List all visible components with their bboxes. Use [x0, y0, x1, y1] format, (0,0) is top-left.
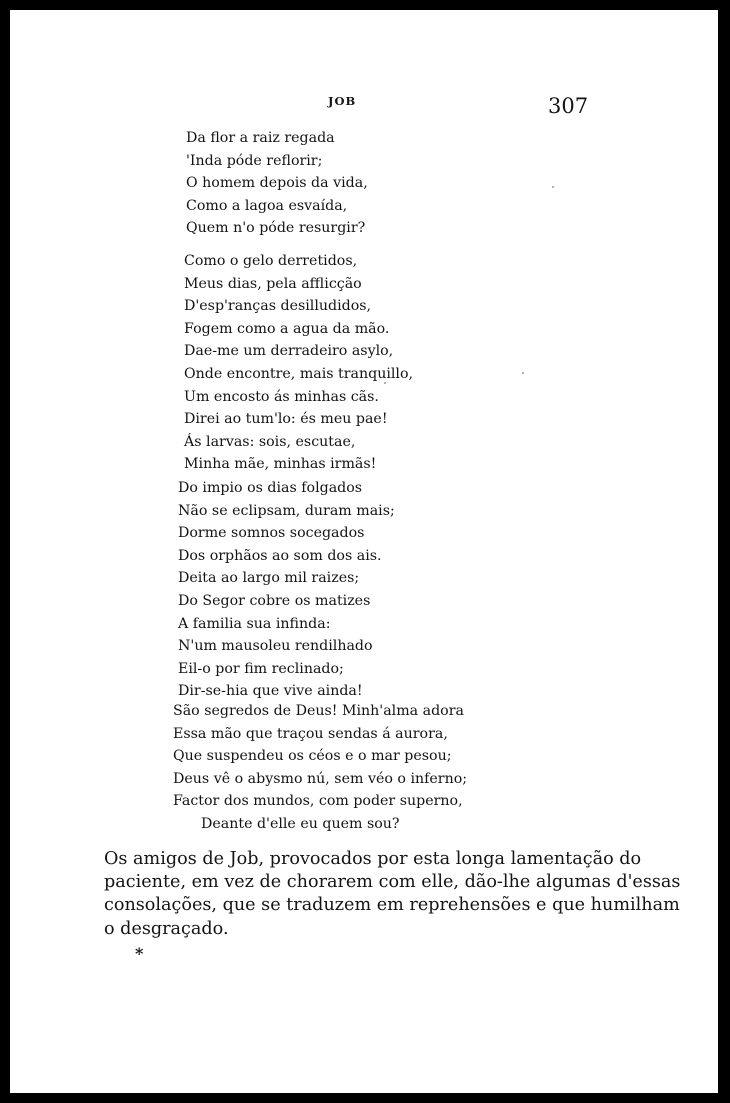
running-title: JOB	[328, 94, 357, 108]
verse-line: D'esp'ranças desilludidos,	[184, 298, 372, 315]
verse-line: Dae-me um derradeiro asylo,	[184, 343, 394, 360]
scan-speck	[384, 382, 386, 384]
scan-border-left	[0, 0, 10, 1103]
ornament-asterisk: *	[135, 944, 144, 963]
verse-line: Deante d'elle eu quem sou?	[201, 815, 400, 832]
verse-line: 'Inda póde reflorir;	[186, 152, 323, 169]
poem-stanza-4	[173, 700, 467, 836]
poem-stanza-3	[178, 477, 395, 703]
verse-line: Fogem como a agua da mão.	[184, 320, 390, 337]
verse-line: N'um mausoleu rendilhado	[178, 638, 373, 655]
scan-border-right	[718, 0, 730, 1103]
verse-line: São segredos de Deus! Minh'alma adora	[173, 703, 464, 719]
verse-line: Quem n'o póde resurgir?	[186, 220, 366, 237]
verse-line: Dir-se-hia que vive ainda!	[178, 683, 363, 700]
poem-stanza-1	[186, 127, 368, 240]
page-number: 307	[548, 94, 589, 118]
verse-line: Deita ao largo mil raizes;	[178, 570, 360, 587]
verse-line: Eil-o por fim reclinado;	[178, 660, 344, 677]
verse-line: O homem depois da vida,	[186, 175, 368, 192]
verse-line: Um encosto ás minhas cãs.	[184, 388, 379, 405]
scan-border-bottom	[0, 1093, 730, 1103]
verse-line: Essa mão que traçou sendas á aurora,	[173, 725, 448, 742]
verse-line: Do Segor cobre os matizes	[178, 592, 371, 609]
verse-line: Que suspendeu os céos e o mar pesou;	[173, 748, 452, 765]
scan-border-top	[0, 0, 730, 10]
prose-line: Os amigos de Job, provocados por esta longa lamentação do	[104, 849, 642, 869]
verse-line: Da flor a raiz regada	[186, 130, 335, 146]
verse-line: Dorme somnos socegados	[178, 525, 365, 542]
verse-line: Não se eclipsam, duram mais;	[178, 502, 395, 519]
verse-line: Como a lagoa esvaída,	[186, 197, 348, 214]
verse-line: Minha mãe, minhas irmãs!	[184, 456, 377, 473]
prose-line: consolações, que se traduzem em reprehensões e que humilham	[104, 895, 680, 916]
verse-line: Meus dias, pela afflicção	[184, 275, 362, 292]
prose-line: o desgraçado.	[104, 918, 229, 939]
verse-line: A familia sua infinda:	[178, 615, 331, 632]
verse-line: Como o gelo derretidos,	[184, 253, 358, 269]
verse-line: Onde encontre, mais tranquillo,	[184, 365, 414, 382]
verse-line: Factor dos mundos, com poder superno,	[173, 793, 463, 810]
scan-speck	[552, 186, 554, 188]
scan-speck	[522, 372, 524, 374]
verse-line: Ás larvas: sois, escutae,	[184, 433, 356, 450]
verse-line: Direi ao tum'lo: és meu pae!	[184, 411, 388, 428]
verse-line: Deus vê o abysmo nú, sem véo o inferno;	[173, 770, 468, 787]
verse-line: Do impio os dias folgados	[178, 480, 363, 496]
verse-line: Dos orphãos ao som dos ais.	[178, 547, 382, 564]
prose-paragraph	[84, 848, 681, 941]
poem-stanza-2	[184, 250, 413, 476]
prose-line: paciente, em vez de chorarem com elle, dão-lhe algumas d'essas	[104, 872, 681, 893]
